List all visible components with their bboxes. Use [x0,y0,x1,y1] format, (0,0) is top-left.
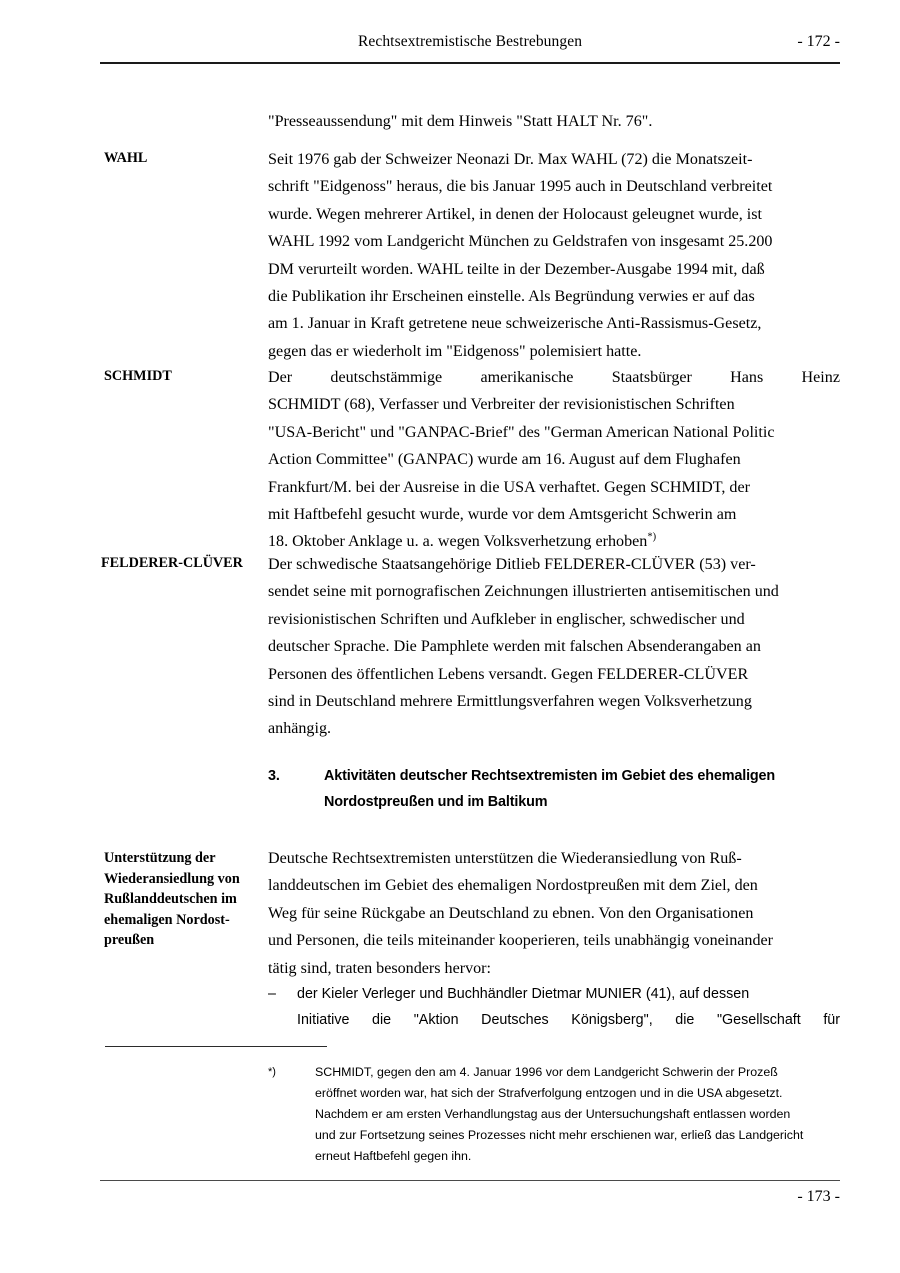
line-text: Personen des öffentlichen Lebens versandt. Gegen FELDERER-CLÜVER [268,665,749,683]
text-line [315,1146,840,1167]
entry-paragraph-wahl [268,146,840,365]
text-line [315,1104,840,1125]
text-line [268,446,840,473]
text-line [268,201,840,228]
text-line [268,338,840,365]
line-text: erneut Haftbefehl gegen ihn. [315,1149,472,1163]
line-text: sendet seine mit pornografischen Zeichnungen illustrierten antisemitischen und [268,583,779,601]
line-text: Der schwedische Staatsangehörige Ditlieb FELDERER-CLÜVER (53) ver- [268,556,756,573]
text-line: Initiative die "Aktion Deutsches Königsberg", die "Gesellschaft für [297,1011,840,1028]
line-text: landdeutschen im Gebiet des ehemaligen Nordostpreußen mit dem Ziel, den [268,877,758,895]
entry-paragraph-schmidt [268,364,840,556]
line-text: der Kieler Verleger und Buchhändler Dietmar MUNIER (41), auf dessen [297,986,750,1002]
margin-note-unterstuetzung [104,848,266,951]
en-dash-bullet-icon: – [268,986,276,1002]
line-text: die Publikation ihr Erscheinen einstelle. Als Begründung verwies er auf das [268,288,755,306]
text-line [268,173,840,200]
text-line [268,391,840,418]
margin-note-line: Wiederansiedlung von [104,870,240,887]
text-line [268,283,840,310]
margin-note-line: Rußlanddeutschen im [104,891,237,908]
margin-note-line: Unterstützung der [104,850,216,866]
footnote-separator-rule [105,1046,327,1047]
line-text: Frankfurt/M. bei der Ausreise in die USA verhaftet. Gegen SCHMIDT, der [268,478,750,496]
text-line [315,1083,840,1104]
text-line [268,955,840,982]
running-header-page-number: - 172 - [797,33,840,50]
line-text: mit Haftbefehl gesucht wurde, wurde vor dem Amtsgericht Schwerin am [268,506,737,524]
line-text: Nachdem er am ersten Verhandlungstag aus der Untersuchungshaft entlassen worden [315,1107,791,1121]
line-text: wurde. Wegen mehrerer Artikel, in denen der Holocaust geleugnet wurde, ist [268,205,763,223]
line-text: und Personen, die teils miteinander kooperieren, teils unabhängig voneinander [268,932,774,950]
margin-note-line: preußen [104,932,155,949]
section-title-line-2: Nordostpreußen und im Baltikum [324,793,548,810]
line-text: anhängig. [268,720,332,738]
text-line [268,228,840,255]
line-text: schrift "Eidgenoss" heraus, die bis Januar 1995 auch in Deutschland verbreitet [268,178,773,196]
section-heading [268,764,840,815]
line-text: Seit 1976 gab der Schweizer Neonazi Dr. Max WAHL (72) die Monatszeit- [268,151,753,168]
line-text: am 1. Januar in Kraft getretene neue schweizerische Anti-Rassismus-Gesetz, [268,315,762,333]
line-text: revisionistischen Schriften und Aufkleber in englischer, schwedischer und [268,610,745,628]
running-header [100,33,840,57]
text-line [268,551,840,578]
text-line [268,578,840,605]
line-text: sind in Deutschland mehrere Ermittlungsverfahren wegen Volksverhetzung [268,693,752,711]
line-text: Weg für seine Rückgabe an Deutschland zu ebnen. Von den Organisationen [268,904,754,922]
text-line [268,715,840,742]
section-number: 3. [268,768,280,784]
entry-paragraph-felderer-cluever [268,551,840,743]
footnote [268,1062,840,1167]
list-item-text [297,982,840,1033]
header-divider-rule [100,62,840,64]
line-text: 18. Oktober Anklage u. a. wegen Volksverhetzung erhoben [268,533,648,551]
intro-text: "Presseaussendung" mit dem Hinweis "Statt HALT Nr. 76". [268,113,653,130]
margin-note-schmidt: SCHMIDT [104,368,172,384]
line-text: SCHMIDT, gegen den am 4. Januar 1996 vor dem Landgericht Schwerin der Prozeß [315,1065,778,1079]
footer-page-number: - 173 - [797,1188,840,1205]
line-text: Deutsche Rechtsextremisten unterstützen die Wiederansiedlung von Ruß- [268,850,742,867]
margin-note-line: ehemaligen Nordost- [104,911,230,928]
text-line [268,845,840,872]
text-line [268,419,840,446]
text-line [268,146,840,173]
text-line [268,501,840,528]
bullet-list [268,982,840,1033]
text-line [268,661,840,688]
line-text: SCHMIDT (68), Verfasser und Verbreiter der revisionistischen Schriften [268,396,735,414]
line-text: und zur Fortsetzung seines Prozesses nicht mehr erschienen war, erließ das Landgericht [315,1128,804,1142]
footnote-reference-marker: *) [647,532,657,544]
intro-paragraph [268,108,840,135]
line-text: tätig sind, traten besonders hervor: [268,959,492,977]
support-paragraph [268,845,840,982]
text-line: Der deutschstämmige amerikanische Staatsbürger Hans Heinz [268,369,840,386]
text-line [297,982,840,1008]
text-line [268,310,840,337]
section-title-line-1: Aktivitäten deutscher Rechtsextremisten im Gebiet des ehemaligen [324,768,776,784]
text-line [268,872,840,899]
margin-note-felderer-cluever: FELDERER-CLÜVER [101,555,243,571]
text-line [268,927,840,954]
line-text: eröffnet worden war, hat sich der Strafverfolgung entzogen und in die USA abgesetzt. [315,1086,783,1100]
line-text: "USA-Bericht" und "GANPAC-Brief" des "German American National Politic [268,423,775,441]
text-line [268,900,840,927]
line-text: WAHL 1992 vom Landgericht München zu Geldstrafen von insgesamt 25.200 [268,233,773,251]
line-text: Action Committee" (GANPAC) wurde am 16. August auf dem Flughafen [268,451,741,469]
footer-divider-rule [100,1180,840,1181]
text-line [315,1062,840,1083]
line-text: DM verurteilt worden. WAHL teilte in der Dezember-Ausgabe 1994 mit, daß [268,260,765,278]
text-line [268,474,840,501]
running-header-title: Rechtsextremistische Bestrebungen [357,33,583,50]
text-line [268,606,840,633]
line-text: deutscher Sprache. Die Pamphlete werden mit falschen Absenderangaben an [268,638,761,656]
list-item [268,982,840,1033]
footnote-body [315,1062,840,1167]
text-line [268,688,840,715]
footnote-marker: *) [268,1066,276,1078]
text-line [268,256,840,283]
margin-note-wahl: WAHL [104,150,148,166]
text-line [268,633,840,660]
line-text: gegen das er wiederholt im "Eidgenoss" polemisiert hatte. [268,342,642,360]
text-line [315,1125,840,1146]
